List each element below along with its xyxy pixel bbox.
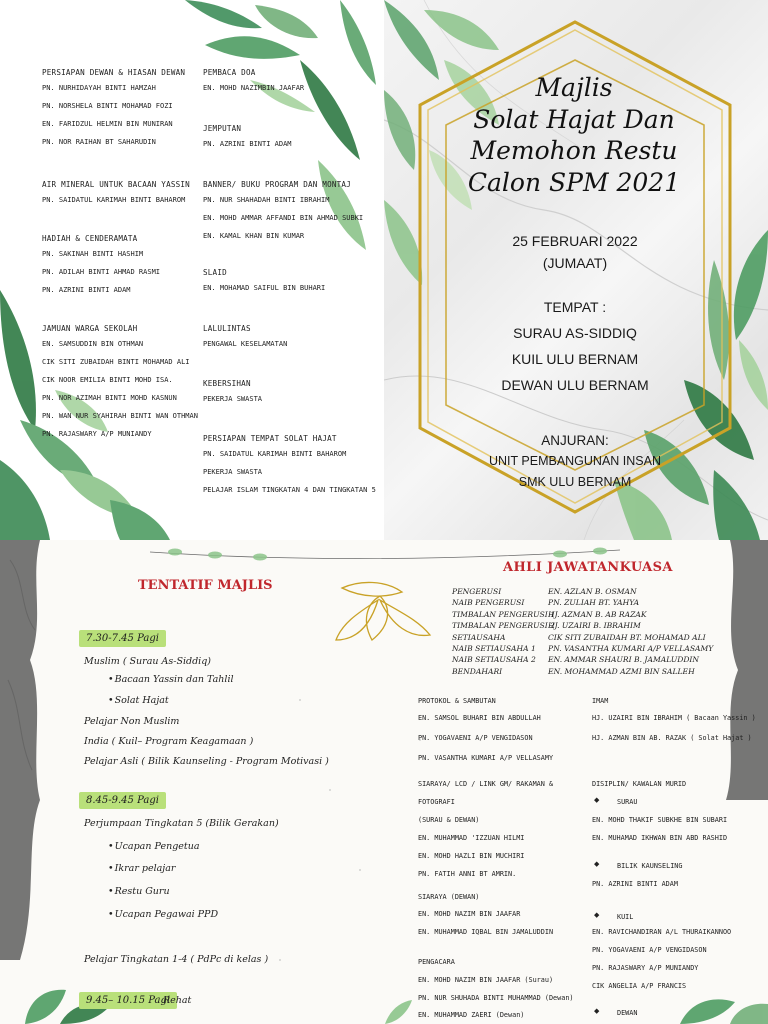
ajk-name: EN. AMMAR SHAURI B. JAMALUDDIN [548, 655, 700, 665]
ajk-name-list [548, 586, 713, 677]
ajk-name: HJ. UZAIRI B. IBRAHIM [548, 621, 641, 631]
ajk-name: EN. AZLAN B. OSMAN [548, 587, 637, 596]
event-title [394, 72, 754, 198]
committee-member: CIK SITI ZUBAIDAH BINTI MOHAMAD ALI [42, 358, 190, 367]
event-date: 25 FEBRUARI 2022 [512, 233, 638, 249]
committee-member: CIK ANGELIA A/P FRANCIS [592, 982, 687, 990]
event-day: (JUMAAT) [542, 255, 608, 271]
title-line: Calon SPM 2021 [467, 167, 681, 197]
committee-member: EN. MUHAMMAD 'IZZUAN HILMI [418, 834, 525, 842]
committee-group-title: JAMUAN WARGA SEKOLAH [42, 324, 138, 333]
tentatif-line: Perjumpaan Tingkatan 5 (Bilik Gerakan) [84, 818, 279, 829]
time-slot-1: 7.30-7.45 Pagi [79, 630, 166, 647]
committee-group-banner [203, 180, 363, 250]
time-slot-3: 9.45– 10.15 Pagi [79, 992, 177, 1009]
committee-member: PN. AZRINI BINTI ADAM [42, 286, 131, 295]
title-line: Solat Hajat Dan [473, 104, 675, 134]
ajk-name: PN. VASANTHA KUMARI A/P VELLASAMY [548, 644, 714, 654]
venue-item: SURAU AS-SIDDIQ [513, 325, 637, 341]
committee-member: EN. MOHD AMMAR AFFANDI BIN AHMAD SUBKI [203, 214, 364, 223]
committee-member: EN. MOHD NAZIM BIN JAAFAR (Surau) [418, 976, 554, 984]
committee-member: EN. MUHAMMAD ZAERI (Dewan) [418, 1011, 525, 1019]
ajk-role: NAIB PENGERUSI [452, 598, 525, 608]
ajk-role: PENGERUSI [452, 587, 502, 596]
committee-member: EN. SAMSUDDIN BIN OTHMAN [42, 340, 144, 348]
ajk-name: PN. ZULIAH BT. YAHYA [548, 598, 640, 608]
committee-member: PEKERJA SWASTA [203, 395, 263, 403]
committee-member: EN. MUHAMMAD IQBAL BIN JAMALUDDIN [418, 928, 554, 936]
committee-group-title: SLAID [203, 268, 227, 277]
committee-member: HJ. UZAIRI BIN IBRAHIM ( Bacaan Yassin ) [592, 714, 756, 722]
imam-title: IMAM [592, 697, 609, 705]
committee-member: PN. NURHIDAYAH BINTI HAMZAH [42, 84, 156, 92]
committee-group-air-mineral [42, 180, 190, 214]
ajk-role: SETIAUSAHA [452, 632, 506, 642]
siaraya-title: SIARAYA/ LCD / LINK GM/ RAKAMAN & [418, 780, 554, 788]
committee-group-lalulintas [203, 324, 287, 358]
committee-member: PN. SAKINAH BINTI HASHIM [42, 250, 144, 258]
committee-group-title: PERSIAPAN TEMPAT SOLAT HAJAT [203, 434, 337, 443]
tentatif-heading: TENTATIF MAJLIS [138, 578, 273, 593]
disiplin-location: DEWAN [617, 1009, 638, 1017]
committee-member: EN. MOHD HAZLI BIN MUCHIRI [418, 852, 525, 860]
committee-group-jamuan [42, 324, 198, 449]
committee-group-title: BANNER/ BUKU PROGRAM DAN MONTAJ [203, 180, 351, 189]
committee-group-title: AIR MINERAL UNTUK BACAAN YASSIN [42, 180, 190, 189]
organizer-line: SMK ULU BERNAM [518, 475, 632, 489]
tentatif-line: Pelajar Non Muslim [84, 716, 180, 727]
committee-member: EN. MOHD NAZIMBIN JAAFAR [203, 84, 305, 92]
event-date-block [430, 230, 720, 274]
committee-group-title: LALULINTAS [203, 324, 251, 333]
committee-member: PN. NOR AZIMAH BINTI MOHD KASNUN [42, 394, 177, 403]
tentatif-bullet: • Solat Hajat [108, 695, 169, 706]
committee-member: PN. RAJASWARY A/P MUNIANDY [592, 964, 699, 972]
committee-member: PN. NOR RAIHAN BT SAHARUDIN [42, 138, 156, 147]
organizer-label: ANJURAN: [541, 433, 609, 448]
committee-member: EN. MOHD NAZIM BIN JAAFAR [418, 910, 521, 918]
ajk-role: NAIB SETIAUSAHA 1 [452, 644, 536, 654]
ajk-name: CIK SITI ZUBAIDAH BT. MOHAMAD ALI [548, 632, 706, 642]
organizer-block [430, 430, 720, 493]
committee-member: CIK NOOR EMILIA BINTI MOHD ISA. [42, 376, 173, 385]
committee-member: PN. YOGAVAENI A/P VENGIDASON [418, 734, 533, 742]
venue-item: DEWAN ULU BERNAM [501, 377, 649, 393]
title-line: Memohon Restu [470, 136, 678, 165]
disiplin-location: SURAU [617, 798, 638, 806]
committee-member: PN. AZRINI BINTI ADAM [592, 880, 678, 888]
title-line: Majlis [535, 73, 613, 102]
committee-group-title: PEMBACA DOA [203, 68, 256, 77]
time-slot-2: 8.45-9.45 Pagi [79, 792, 166, 809]
tentatif-bullet: • Ucapan Pegawai PPD [108, 909, 218, 920]
committee-group-title: HADIAH & CENDERAMATA [42, 234, 138, 243]
committee-group-title: JEMPUTAN [203, 124, 242, 133]
diamond-bullet-icon: ◆ [594, 1007, 600, 1015]
ajk-role-list [452, 586, 555, 677]
committee-group-slaid [203, 268, 325, 302]
committee-member: PN. VASANTHA KUMARI A/P VELLASAMY [418, 754, 554, 762]
committee-member: EN. SAMSOL BUHARI BIN ABDULLAH [418, 714, 541, 722]
committee-member: PN. FATIH ANNI BT AMRIN. [418, 870, 517, 878]
committee-group-kebersihan [203, 379, 262, 413]
tentatif-line: Muslim ( Surau As-Siddiq) [84, 656, 212, 667]
ajk-name: HJ. AZMAN B. AB RAZAK [548, 609, 647, 619]
protokol-title: PROTOKOL & SAMBUTAN [418, 697, 496, 705]
committee-member: PN. NORSHELA BINTI MOHAMAD FOZI [42, 102, 173, 111]
committee-member: EN. FARIDZUL HELMIN BIN MUNIRAN [42, 120, 173, 129]
committee-group-hadiah [42, 234, 160, 304]
event-venue-block [430, 294, 720, 398]
program-page [0, 540, 768, 1024]
siaraya-title-2: FOTOGRAFI [418, 798, 455, 806]
committee-page [0, 0, 384, 540]
disiplin-location: BILIK KAUNSELING [617, 862, 683, 870]
disiplin-location: KUIL [617, 913, 634, 921]
committee-group-persiapan-solat [203, 434, 376, 504]
diamond-bullet-icon: ◆ [594, 796, 600, 804]
tentatif-bullet: • Ucapan Pengetua [108, 841, 200, 852]
committee-member: PN. SAIDATUL KARIMAH BINTI BAHAROM [42, 196, 186, 204]
diamond-bullet-icon: ◆ [594, 860, 600, 868]
tentatif-line: India ( Kuil– Program Keagamaan ) [84, 736, 254, 747]
committee-member: PENGAWAL KESELAMATAN [203, 340, 288, 348]
diamond-bullet-icon: ◆ [594, 911, 600, 919]
committee-group-pembaca-doa [203, 68, 304, 102]
siaraya-dewan-title: SIARAYA (DEWAN) [418, 893, 480, 901]
committee-member: EN. MOHD THAKIF SUBKHE BIN SUBARI [592, 816, 728, 824]
committee-member: EN. MOHAMAD SAIFUL BIN BUHARI [203, 284, 326, 292]
tentatif-line: Pelajar Tingkatan 1-4 ( PdPc di kelas ) [84, 954, 269, 965]
committee-group-jemputan [203, 124, 292, 158]
committee-member: EN. KAMAL KHAN BIN KUMAR [203, 232, 305, 241]
ajk-heading: AHLI JAWATANKUASA [503, 560, 673, 575]
committee-member: PN. YOGAVAENI A/P VENGIDASON [592, 946, 707, 954]
committee-member: PN. AZRINI BINTI ADAM [203, 140, 292, 148]
tentatif-line: Pelajar Asli ( Bilik Kaunseling - Program Motivasi ) [84, 756, 329, 767]
committee-member: PN. ADILAH BINTI AHMAD RASMI [42, 268, 161, 277]
committee-member: PEKERJA SWASTA [203, 468, 263, 477]
ajk-role: BENDAHARI [452, 666, 503, 676]
committee-member: HJ. AZMAN BIN AB. RAZAK ( Solat Hajat ) [592, 734, 752, 742]
committee-member: EN. RAVICHANDIRAN A/L THURAIKANNOO [592, 928, 732, 936]
committee-member: PN. SAIDATUL KARIMAH BINTI BAHAROM [203, 450, 347, 458]
venue-label: TEMPAT : [543, 299, 607, 315]
committee-group-persiapan-dewan [42, 68, 185, 156]
ajk-role: NAIB SETIAUSAHA 2 [452, 655, 536, 665]
siaraya-sub: (SURAU & DEWAN) [418, 816, 480, 824]
venue-item: KUIL ULU BERNAM [511, 351, 639, 367]
committee-member: PN. NUR SHAHADAH BINTI IBRAHIM [203, 196, 330, 204]
tentatif-bullet: • Restu Guru [108, 886, 170, 897]
ajk-name: EN. MOHAMMAD AZMI BIN SALLEH [548, 666, 695, 676]
committee-group-title: PERSIAPAN DEWAN & HIASAN DEWAN [42, 68, 186, 77]
tentatif-line: Rehat [163, 995, 192, 1006]
ajk-role: TIMBALAN PENGERUSI 2 [452, 621, 555, 631]
committee-group-title: KEBERSIHAN [203, 379, 251, 388]
committee-member: PN. RAJASWARY A/P MUNIANDY [42, 430, 152, 439]
tentatif-bullet: • Ikrar pelajar [108, 863, 175, 874]
committee-member: PELAJAR ISLAM TINGKATAN 4 DAN TINGKATAN 5 [203, 486, 376, 495]
tentatif-bullet: • Bacaan Yassin dan Tahlil [108, 674, 234, 685]
committee-member: PN. WAN NUR SYAHIRAH BINTI WAN OTHMAN [42, 412, 198, 421]
ajk-role: TIMBALAN PENGERUSI 1 [452, 609, 555, 619]
disiplin-title: DISIPLIN/ KAWALAN MURID [592, 780, 687, 788]
organizer-line: UNIT PEMBANGUNAN INSAN [488, 454, 661, 468]
committee-member: EN. MUHAMAD IKHWAN BIN ABD RASHID [592, 834, 728, 842]
pengacara-title: PENGACARA [418, 958, 455, 966]
committee-member: PN. NUR SHUHADA BINTI MUHAMMAD (Dewan) [418, 994, 574, 1002]
